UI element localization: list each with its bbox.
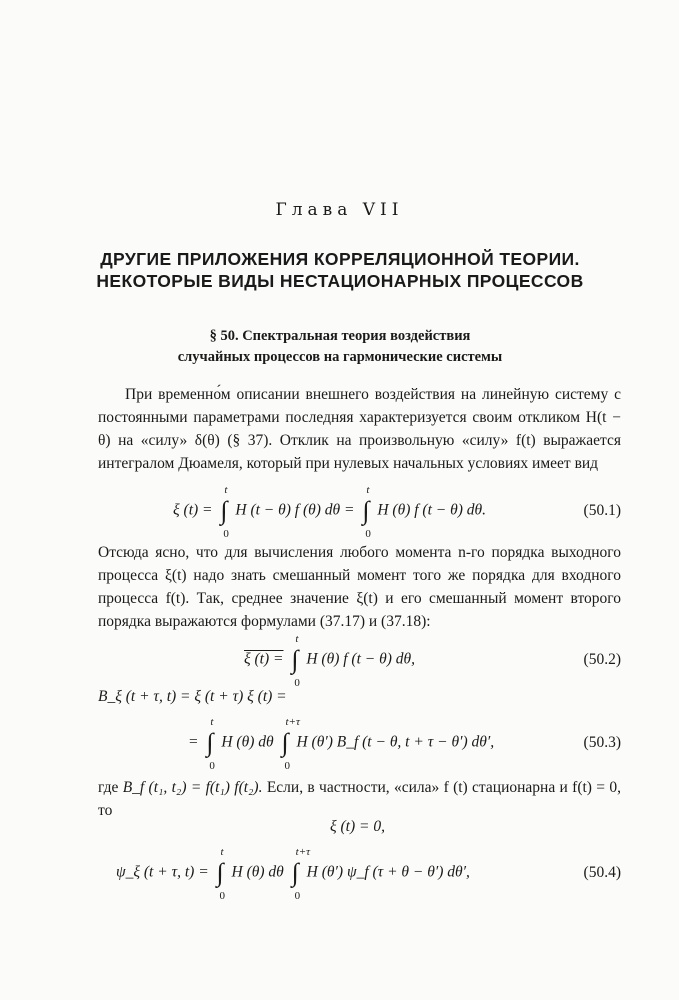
eq2-lhs: ξ (t) =: [244, 650, 284, 668]
chapter-title-line-2: НЕКОТОРЫЕ ВИДЫ НЕСТАЦИОНАРНЫХ ПРОЦЕССОВ: [96, 271, 584, 291]
chapter-title-line-1: ДРУГИЕ ПРИЛОЖЕНИЯ КОРРЕЛЯЦИОННОЙ ТЕОРИИ.: [100, 249, 580, 269]
paragraph-3: [98, 776, 621, 822]
paragraph-3-after: Если, в частности, «сила» f (t) стационарна и f(t) = 0, то: [98, 779, 621, 819]
integral-sign: ∫ t 0: [291, 633, 300, 689]
section-title: [100, 326, 580, 368]
integral-sign: ∫ t+τ 0: [281, 716, 300, 772]
eq1-lhs: ξ (t) =: [173, 501, 213, 519]
eq5-rhs: H (θ′) ψ_f (τ + θ − θ′) dθ′,: [306, 863, 470, 881]
equation-number: (50.4): [583, 864, 621, 881]
integral-sign: ∫ t 0: [220, 484, 229, 540]
integral-sign: ∫ t 0: [206, 716, 215, 772]
equation-mean-zero: ξ (t) = 0,: [330, 818, 385, 835]
eq2-rhs: H (θ) f (t − θ) dθ,: [306, 650, 415, 668]
integral-sign: ∫ t+τ 0: [291, 846, 311, 902]
paragraph-2-text: Отсюда ясно, что для вычисления любого момента n-го порядка выходного процесса ξ(t) надо знать смешанный момент того же порядка для входного процесса f(t). Так, среднее значение ξ(t) и его смешанный момент второго порядка выражаются формулами (37.17) и (37.18):: [98, 544, 621, 630]
eq3-mid: H (θ) dθ: [221, 733, 274, 751]
equation-number: (50.3): [583, 734, 621, 751]
integral-sign: ∫ t 0: [362, 484, 371, 540]
eq5-lhs: ψ_ξ (t + τ, t) =: [116, 863, 209, 881]
paragraph-2: [98, 541, 621, 633]
paragraph-1-text: При временно́м описании внешнего воздействия на линейную систему с постоянными параметрами последняя характеризуется своим откликом H(t − θ) на «силу» δ(θ) (§ 37). Отклик на произвольную «силу» f(t) выражается интегралом Дюамеля, который при нулевых начальных условиях имеет вид: [98, 386, 621, 472]
eq3-lead: =: [188, 733, 199, 751]
paragraph-3-definition: B_f (t₁, t₂) = f(t₁) f(t₂).: [122, 779, 263, 796]
eq1-rhs: H (θ) f (t − θ) dθ.: [377, 501, 486, 519]
section-title-line-1: § 50. Спектральная теория воздействия: [209, 328, 471, 344]
chapter-title: [60, 248, 620, 292]
equation-number: (50.1): [583, 502, 621, 519]
eq3-rhs: H (θ′) B_f (t − θ, t + τ − θ′) dθ′,: [296, 733, 495, 751]
chapter-label: Глава VII: [275, 200, 404, 220]
integral-sign: ∫ t 0: [216, 846, 226, 902]
equation-50-3-line-1: B_ξ (t + τ, t) = ξ (t + τ) ξ (t) =: [98, 688, 287, 705]
eq5-mid: H (θ) dθ: [231, 863, 284, 881]
equation-number: (50.2): [583, 651, 621, 668]
section-title-line-2: случайных процессов на гармонические системы: [177, 349, 503, 365]
paragraph-3-before: где: [98, 779, 119, 796]
paragraph-1: [98, 383, 621, 475]
eq1-mid: H (t − θ) f (θ) dθ =: [235, 501, 355, 519]
